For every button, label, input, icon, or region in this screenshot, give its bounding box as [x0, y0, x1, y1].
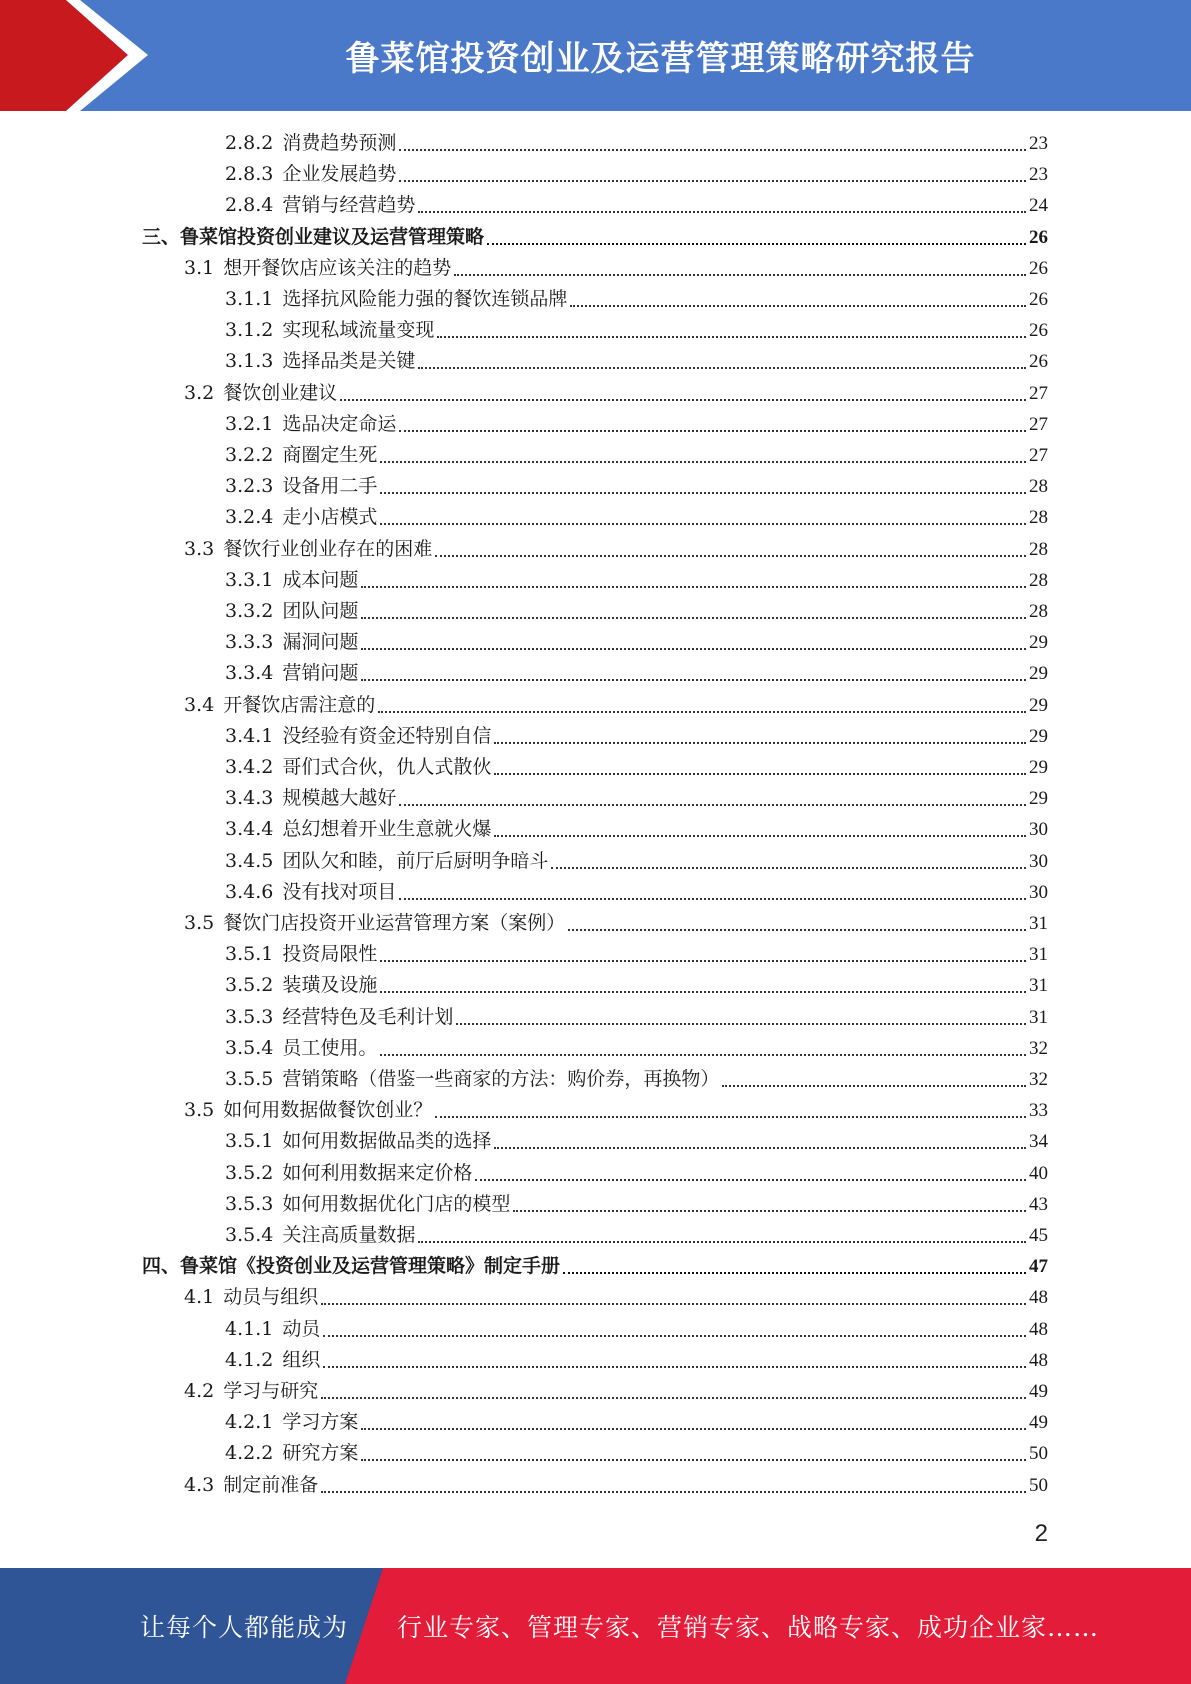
- toc-entry-page: 29: [1029, 695, 1048, 716]
- toc-entry-number: 4.2.2: [225, 1442, 274, 1464]
- toc-entry[interactable]: [184, 253, 1048, 284]
- toc-dot-leader: [380, 1053, 1026, 1056]
- toc-entry[interactable]: [225, 877, 1048, 908]
- toc-dot-leader: [321, 1396, 1026, 1399]
- toc-entry[interactable]: [184, 1470, 1048, 1501]
- toc-entry[interactable]: [225, 970, 1048, 1001]
- toc-entry-page: 30: [1029, 851, 1048, 872]
- toc-entry-title: 学习方案: [282, 1411, 359, 1433]
- toc-entry-title: 投资局限性: [282, 943, 378, 965]
- toc-dot-leader: [380, 959, 1026, 962]
- toc-entry[interactable]: [225, 658, 1048, 689]
- toc-entry-title: 三、鲁菜馆投资创业建议及运营管理策略: [142, 226, 485, 248]
- toc-dot-leader: [437, 335, 1026, 338]
- toc-dot-leader: [487, 242, 1026, 245]
- toc-entry-page: 26: [1029, 258, 1048, 279]
- toc-entry[interactable]: [225, 471, 1048, 502]
- toc-entry[interactable]: [225, 315, 1048, 346]
- toc-entry-title: 团队问题: [282, 600, 359, 622]
- toc-dot-leader: [380, 522, 1026, 525]
- toc-entry-number: 4.1: [184, 1286, 215, 1308]
- toc-entry-title: 关注高质量数据: [282, 1224, 416, 1246]
- toc-entry-number: 3.3.3: [225, 631, 274, 653]
- toc-entry-page: 32: [1029, 1038, 1048, 1059]
- toc-entry-title: 营销问题: [282, 662, 359, 684]
- toc-entry-number: 3.5.3: [225, 1193, 274, 1215]
- toc-dot-leader: [494, 1146, 1026, 1149]
- toc-entry-number: 3.3.1: [225, 569, 274, 591]
- toc-entry-number: 3.3: [184, 538, 215, 560]
- toc-entry-number: 3.5.5: [225, 1068, 274, 1090]
- toc-entry[interactable]: [184, 908, 1048, 939]
- toc-entry-number: 4.2.1: [225, 1411, 274, 1433]
- toc-entry[interactable]: [184, 1095, 1048, 1126]
- toc-dot-leader: [456, 1022, 1026, 1025]
- toc-entry[interactable]: [225, 1407, 1048, 1438]
- toc-entry-page: 30: [1029, 819, 1048, 840]
- toc-dot-leader: [380, 990, 1026, 993]
- toc-dot-leader: [513, 1209, 1026, 1212]
- toc-dot-leader: [321, 1490, 1026, 1493]
- toc-entry-number: 3.4.6: [225, 881, 274, 903]
- toc-entry-number: 3.5: [184, 912, 215, 934]
- toc-entry[interactable]: [184, 534, 1048, 565]
- toc-entry-number: 3.4.4: [225, 818, 274, 840]
- toc-entry-page: 43: [1029, 1194, 1048, 1215]
- toc-dot-leader: [551, 866, 1026, 869]
- toc-entry[interactable]: [225, 1189, 1048, 1220]
- toc-entry-title: 想开餐饮店应该关注的趋势: [223, 257, 452, 279]
- toc-entry-number: 3.5.1: [225, 1130, 274, 1152]
- toc-entry-number: 2.8.2: [225, 132, 274, 154]
- toc-entry-page: 28: [1029, 507, 1048, 528]
- toc-entry[interactable]: [184, 1376, 1048, 1407]
- toc-dot-leader: [563, 1271, 1026, 1274]
- toc-dot-leader: [399, 429, 1026, 432]
- toc-entry-title: 企业发展趋势: [282, 163, 397, 185]
- toc-entry-title: 选品决定命运: [282, 413, 397, 435]
- toc-entry-page: 32: [1029, 1069, 1048, 1090]
- toc-entry-title: 餐饮行业创业存在的困难: [223, 538, 433, 560]
- toc-entry-page: 47: [1029, 1256, 1048, 1277]
- toc-entry-page: 31: [1029, 913, 1048, 934]
- toc-entry-number: 3.5.4: [225, 1037, 274, 1059]
- toc-entry-number: 3.5.4: [225, 1224, 274, 1246]
- toc-entry-page: 31: [1029, 944, 1048, 965]
- toc-entry-title: 餐饮创业建议: [223, 382, 338, 404]
- header-arrow-decoration: [0, 0, 170, 111]
- toc-entry-page: 30: [1029, 882, 1048, 903]
- toc-entry[interactable]: [225, 1158, 1048, 1189]
- toc-entry-page: 40: [1029, 1163, 1048, 1184]
- toc-entry-number: 3.5.1: [225, 943, 274, 965]
- toc-dot-leader: [435, 554, 1026, 557]
- toc-dot-leader: [494, 834, 1026, 837]
- toc-entry-title: 动员: [282, 1318, 321, 1340]
- toc-dot-leader: [494, 772, 1026, 775]
- toc-entry-page: 48: [1029, 1350, 1048, 1371]
- toc-entry-title: 走小店模式: [282, 506, 378, 528]
- toc-entry-page: 28: [1029, 476, 1048, 497]
- toc-entry-page: 48: [1029, 1319, 1048, 1340]
- toc-entry-title: 开餐饮店需注意的: [223, 694, 376, 716]
- toc-dot-leader: [494, 741, 1026, 744]
- toc-dot-leader: [475, 1178, 1026, 1181]
- toc-entry-number: 3.2.4: [225, 506, 274, 528]
- toc-dot-leader: [361, 1458, 1026, 1461]
- toc-entry-title: 如何利用数据来定价格: [282, 1162, 473, 1184]
- toc-entry-page: 26: [1029, 227, 1048, 248]
- toc-entry-number: 3.5.3: [225, 1006, 274, 1028]
- toc-dot-leader: [399, 897, 1026, 900]
- toc-entry[interactable]: [225, 1126, 1048, 1157]
- toc-entry-number: 2.8.4: [225, 194, 274, 216]
- toc-entry-number: 4.1.1: [225, 1318, 274, 1340]
- toc-entry[interactable]: [225, 627, 1048, 658]
- toc-entry-page: 26: [1029, 320, 1048, 341]
- toc-entry-number: 3.4.1: [225, 725, 274, 747]
- toc-entry-title: 动员与组织: [223, 1286, 319, 1308]
- toc-dot-leader: [323, 1365, 1026, 1368]
- toc-entry-title: 没经验有资金还特别自信: [282, 725, 492, 747]
- toc-entry-title: 成本问题: [282, 569, 359, 591]
- toc-entry-number: 3.4.2: [225, 756, 274, 778]
- toc-entry-title: 选择抗风险能力强的餐饮连锁品牌: [282, 288, 568, 310]
- toc-entry-page: 29: [1029, 663, 1048, 684]
- toc-dot-leader: [568, 928, 1026, 931]
- toc-entry[interactable]: [225, 1438, 1048, 1469]
- toc-entry-number: 4.2: [184, 1380, 215, 1402]
- toc-dot-leader: [570, 304, 1026, 307]
- toc-entry-page: 49: [1029, 1381, 1048, 1402]
- toc-entry[interactable]: [225, 752, 1048, 783]
- toc-entry-page: 27: [1029, 383, 1048, 404]
- toc-dot-leader: [361, 678, 1026, 681]
- toc-entry-page: 27: [1029, 445, 1048, 466]
- toc-entry-title: 如何用数据优化门店的模型: [282, 1193, 511, 1215]
- toc-entry-page: 29: [1029, 757, 1048, 778]
- toc-entry[interactable]: [225, 596, 1048, 627]
- toc-entry-title: 设备用二手: [282, 475, 378, 497]
- document-title: 鲁菜馆投资创业及运营管理策略研究报告: [345, 39, 976, 79]
- toc-entry-number: 3.3.4: [225, 662, 274, 684]
- toc-entry[interactable]: [184, 1282, 1048, 1313]
- toc-entry[interactable]: [184, 378, 1048, 409]
- toc-entry-page: 28: [1029, 539, 1048, 560]
- toc-entry-page: 24: [1029, 195, 1048, 216]
- toc-entry-number: 3.2.3: [225, 475, 274, 497]
- page-number: 2: [1034, 1520, 1048, 1547]
- toc-entry-title: 组织: [282, 1349, 321, 1371]
- toc-dot-leader: [378, 710, 1026, 713]
- toc-entry[interactable]: [225, 190, 1048, 221]
- toc-dot-leader: [380, 460, 1026, 463]
- toc-entry[interactable]: [225, 1220, 1048, 1251]
- toc-entry-number: 3.3.2: [225, 600, 274, 622]
- page-header: [0, 0, 1191, 111]
- toc-entry-number: 4.3: [184, 1474, 215, 1496]
- toc-dot-leader: [380, 491, 1026, 494]
- toc-dot-leader: [361, 585, 1026, 588]
- toc-entry-number: 3.1: [184, 257, 215, 279]
- toc-dot-leader: [321, 1302, 1026, 1305]
- toc-dot-leader: [399, 148, 1026, 151]
- toc-dot-leader: [361, 647, 1026, 650]
- toc-entry-number: 3.1.1: [225, 288, 274, 310]
- toc-entry[interactable]: [225, 409, 1048, 440]
- toc-dot-leader: [399, 803, 1026, 806]
- toc-entry-number: 3.2: [184, 382, 215, 404]
- toc-entry-page: 28: [1029, 601, 1048, 622]
- toc-entry-page: 23: [1029, 164, 1048, 185]
- toc-entry-page: 29: [1029, 788, 1048, 809]
- toc-entry-page: 23: [1029, 133, 1048, 154]
- footer-slogan-left: 让每个人都能成为: [140, 1613, 349, 1642]
- toc-entry-number: 4.1.2: [225, 1349, 274, 1371]
- toc-entry-page: 31: [1029, 1007, 1048, 1028]
- toc-entry-number: 3.4.5: [225, 850, 274, 872]
- toc-entry[interactable]: [225, 814, 1048, 845]
- toc-dot-leader: [454, 273, 1026, 276]
- toc-entry-title: 四、鲁菜馆《投资创业及运营管理策略》制定手册: [142, 1255, 561, 1277]
- toc-entry-page: 29: [1029, 632, 1048, 653]
- footer-slogan-right: 行业专家、管理专家、营销专家、战略专家、成功企业家……: [397, 1613, 1100, 1642]
- toc-entry-page: 48: [1029, 1287, 1048, 1308]
- toc-entry-number: 3.1.3: [225, 350, 274, 372]
- toc-entry-number: 3.4: [184, 694, 215, 716]
- toc-entry[interactable]: [225, 846, 1048, 877]
- toc-entry-page: 45: [1029, 1225, 1048, 1246]
- toc-dot-leader: [361, 1427, 1026, 1430]
- toc-entry-number: 3.2.2: [225, 444, 274, 466]
- toc-entry-title: 选择品类是关键: [282, 350, 416, 372]
- toc-dot-leader: [722, 1084, 1026, 1087]
- toc-entry-title: 规模越大越好: [282, 787, 397, 809]
- toc-entry-number: 3.5: [184, 1099, 215, 1121]
- toc-dot-leader: [418, 210, 1026, 213]
- toc-entry-page: 31: [1029, 975, 1048, 996]
- toc-entry-number: 3.2.1: [225, 413, 274, 435]
- toc-entry[interactable]: [225, 440, 1048, 471]
- toc-entry-number: 2.8.3: [225, 163, 274, 185]
- toc-entry-title: 如何用数据做餐饮创业？: [223, 1099, 433, 1121]
- toc-entry[interactable]: [225, 502, 1048, 533]
- toc-entry-title: 营销策略（借鉴一些商家的方法：购价券，再换物）: [282, 1068, 720, 1090]
- toc-entry-number: 3.4.3: [225, 787, 274, 809]
- toc-entry-title: 总幻想着开业生意就火爆: [282, 818, 492, 840]
- toc-entry[interactable]: [225, 1064, 1048, 1095]
- toc-entry-page: 26: [1029, 351, 1048, 372]
- toc-entry-page: 50: [1029, 1443, 1048, 1464]
- toc-entry-number: 3.5.2: [225, 974, 274, 996]
- toc-entry-page: 34: [1029, 1131, 1048, 1152]
- toc-entry-title: 实现私域流量变现: [282, 319, 435, 341]
- toc-entry[interactable]: [225, 1002, 1048, 1033]
- toc-dot-leader: [418, 366, 1026, 369]
- toc-entry-title: 如何用数据做品类的选择: [282, 1130, 492, 1152]
- toc-entry[interactable]: [225, 346, 1048, 377]
- toc-entry-number: 3.1.2: [225, 319, 274, 341]
- toc-dot-leader: [418, 1240, 1026, 1243]
- toc-entry[interactable]: [225, 128, 1048, 159]
- toc-entry[interactable]: [225, 1345, 1048, 1376]
- toc-entry[interactable]: [184, 690, 1048, 721]
- toc-dot-leader: [361, 616, 1026, 619]
- toc-dot-leader: [323, 1334, 1026, 1337]
- toc-entry[interactable]: [225, 284, 1048, 315]
- toc-entry-title: 营销与经营趋势: [282, 194, 416, 216]
- toc-entry-number: 3.5.2: [225, 1162, 274, 1184]
- toc-dot-leader: [435, 1115, 1026, 1118]
- toc-entry-title: 装璜及设施: [282, 974, 378, 996]
- toc-entry[interactable]: [225, 159, 1048, 190]
- toc-entry-page: 29: [1029, 726, 1048, 747]
- toc-entry-title: 员工使用。: [282, 1037, 378, 1059]
- toc-entry-title: 制定前准备: [223, 1474, 319, 1496]
- toc-entry-page: 50: [1029, 1475, 1048, 1496]
- toc-entry-page: 27: [1029, 414, 1048, 435]
- toc-entry-page: 28: [1029, 570, 1048, 591]
- toc-entry[interactable]: [142, 1251, 1048, 1282]
- toc-entry[interactable]: [225, 721, 1048, 752]
- toc-entry[interactable]: [225, 939, 1048, 970]
- toc-entry-title: 消费趋势预测: [282, 132, 397, 154]
- toc-entry[interactable]: [225, 1314, 1048, 1345]
- toc-entry-title: 漏洞问题: [282, 631, 359, 653]
- toc-entry[interactable]: [225, 565, 1048, 596]
- toc-entry-title: 团队欠和睦，前厅后厨明争暗斗: [282, 850, 549, 872]
- toc-entry[interactable]: [225, 1033, 1048, 1064]
- toc-entry-page: 33: [1029, 1100, 1048, 1121]
- toc-dot-leader: [399, 179, 1026, 182]
- toc-entry-title: 研究方案: [282, 1442, 359, 1464]
- toc-entry[interactable]: [225, 783, 1048, 814]
- toc-entry-title: 哥们式合伙，仇人式散伙: [282, 756, 492, 778]
- page-footer: [0, 1568, 1191, 1684]
- toc-entry-title: 商圈定生死: [282, 444, 378, 466]
- toc-entry-title: 没有找对项目: [282, 881, 397, 903]
- toc-dot-leader: [340, 398, 1026, 401]
- toc-entry-title: 学习与研究: [223, 1380, 319, 1402]
- toc-entry-page: 49: [1029, 1412, 1048, 1433]
- toc-entry-title: 餐饮门店投资开业运营管理方案（案例）: [223, 912, 566, 934]
- toc-entry-title: 经营特色及毛利计划: [282, 1006, 454, 1028]
- toc-entry[interactable]: [142, 222, 1048, 253]
- toc-entry-page: 26: [1029, 289, 1048, 310]
